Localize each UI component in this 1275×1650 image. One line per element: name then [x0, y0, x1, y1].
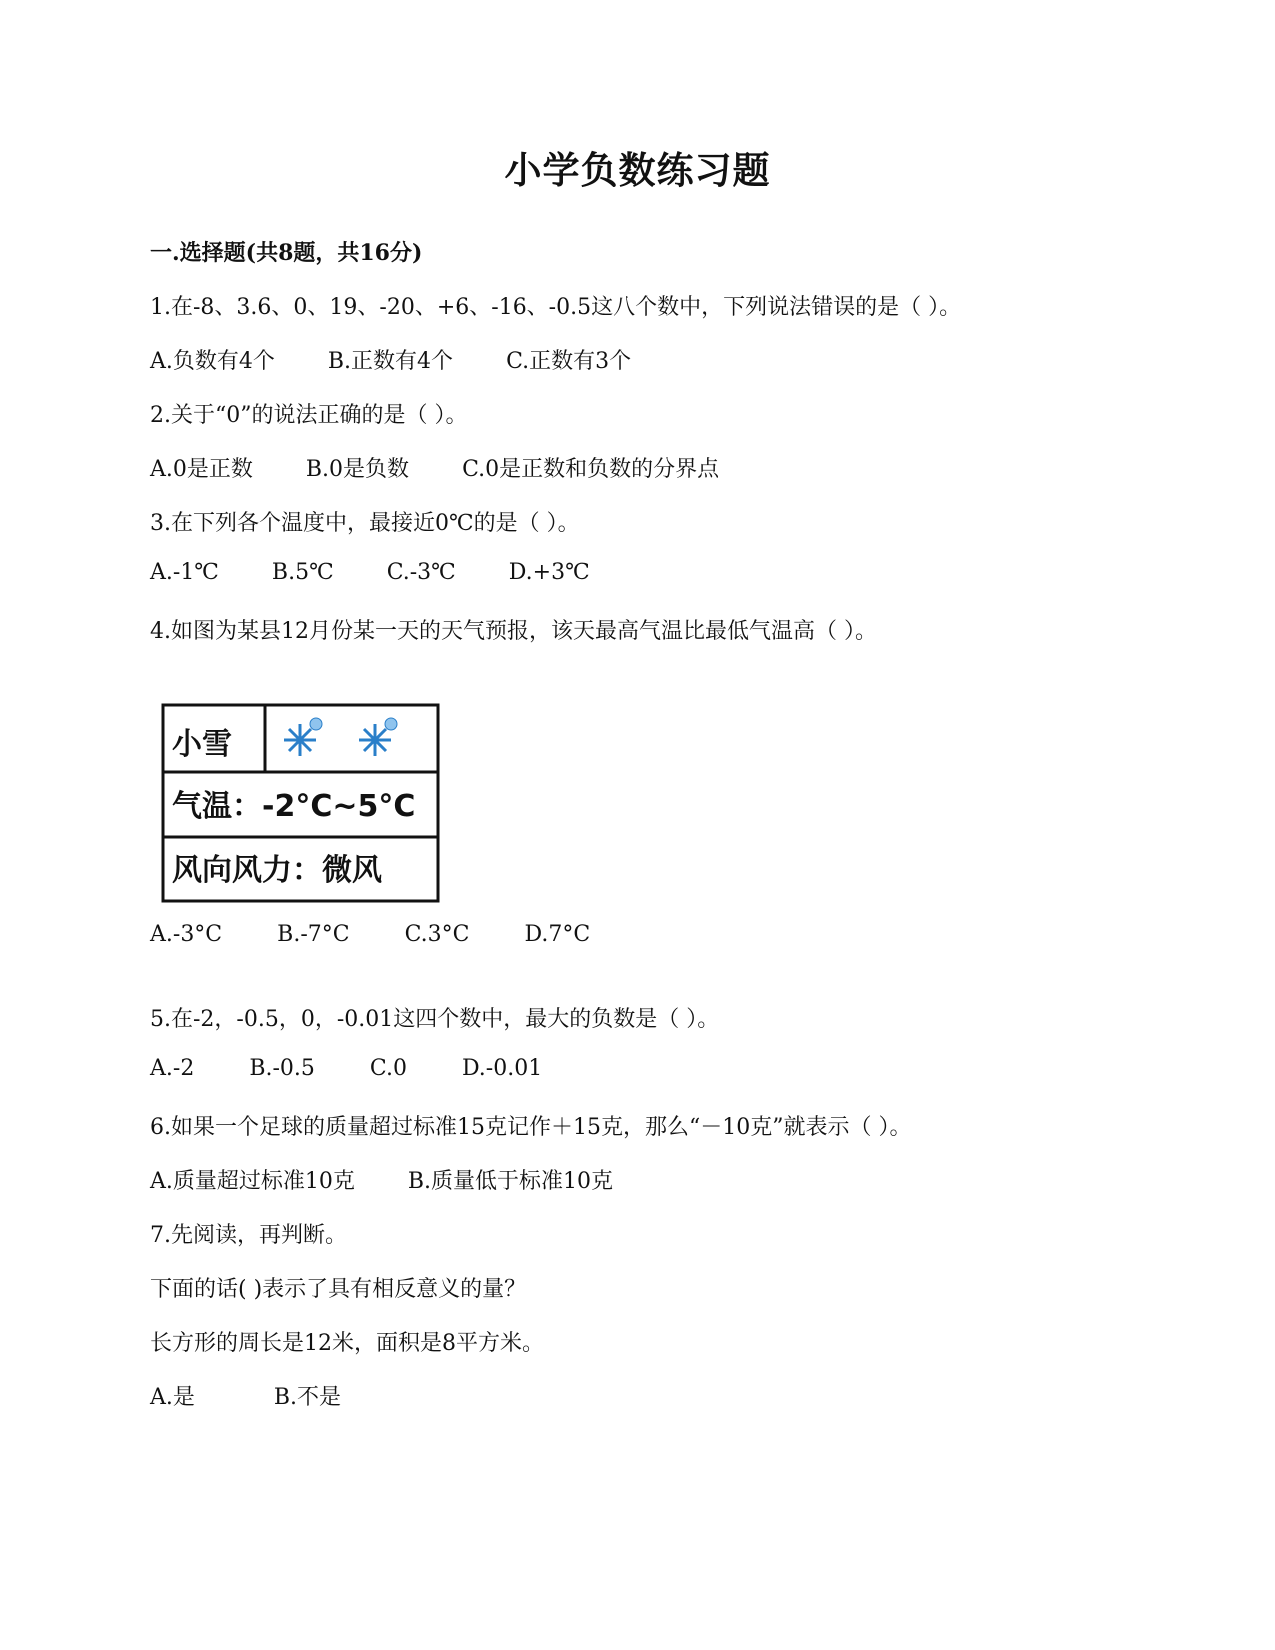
question-2: 2.关于“0”的说法正确的是（ ）。 [150, 403, 468, 428]
option-a[interactable]: A.是 [150, 1385, 195, 1410]
option-d[interactable]: D.+3℃ [508, 560, 590, 585]
question-6: 6.如果一个足球的质量超过标准15克记作＋15克，那么“－10克”就表示（ ）。 [150, 1115, 912, 1140]
page-title: 小学负数练习题 [504, 148, 771, 192]
option-b[interactable]: B.正数有4个 [327, 349, 454, 374]
option-d[interactable]: D.-0.01 [461, 1056, 543, 1081]
weather-forecast-image [160, 702, 445, 907]
option-c[interactable]: C.0是正数和负数的分界点 [462, 457, 720, 482]
question-7: 7.先阅读，再判断。 [150, 1223, 347, 1248]
section-heading: 一.选择题(共8题，共16分) [150, 240, 423, 266]
option-a[interactable]: A.质量超过标准10克 [150, 1169, 355, 1194]
option-b[interactable]: B.0是负数 [305, 457, 410, 482]
question-7-options [150, 1380, 341, 1411]
question-1: 1.在-8、3.6、0、19、-20、+6、-16、-0.5这八个数中，下列说法错误的是（ ）。 [150, 295, 962, 320]
option-b[interactable]: B.质量低于标准10克 [407, 1169, 614, 1194]
question-4-options [150, 922, 590, 947]
question-2-options [150, 452, 719, 483]
option-a[interactable]: A.-1℃ [150, 560, 219, 585]
option-b[interactable]: B.5℃ [271, 560, 334, 585]
option-c[interactable]: C.正数有3个 [506, 349, 632, 374]
question-6-options [150, 1164, 613, 1195]
temperature-label: 气温：-2°C~5°C [172, 789, 416, 824]
question-3: 3.在下列各个温度中，最接近0℃的是（ ）。 [150, 511, 580, 536]
question-1-options [150, 344, 631, 375]
question-5: 5.在-2，-0.5，0，-0.01这四个数中，最大的负数是（ ）。 [150, 1007, 720, 1032]
question-5-options [150, 1056, 542, 1081]
wind-label: 风向风力：微风 [172, 853, 382, 888]
option-a[interactable]: A.-2 [150, 1056, 195, 1081]
question-4: 4.如图为某县12月份某一天的天气预报，该天最高气温比最低气温高（ ）。 [150, 619, 877, 644]
option-b[interactable]: B.不是 [273, 1385, 342, 1410]
option-c[interactable]: C.0 [369, 1056, 407, 1081]
option-a[interactable]: A.-3°C [150, 922, 223, 947]
option-a[interactable]: A.负数有4个 [150, 349, 275, 374]
option-b[interactable]: B.-0.5 [249, 1056, 315, 1081]
question-3-options [150, 560, 590, 585]
weather-label: 小雪 [172, 727, 232, 762]
option-c[interactable]: C.3°C [404, 922, 470, 947]
question-7-prompt: 下面的话( )表示了具有相反意义的量？ [150, 1277, 527, 1302]
option-c[interactable]: C.-3℃ [386, 560, 456, 585]
option-a[interactable]: A.0是正数 [150, 457, 253, 482]
question-7-statement: 长方形的周长是12米，面积是8平方米。 [150, 1331, 544, 1356]
option-b[interactable]: B.-7°C [277, 922, 350, 947]
option-d[interactable]: D.7°C [524, 922, 591, 947]
